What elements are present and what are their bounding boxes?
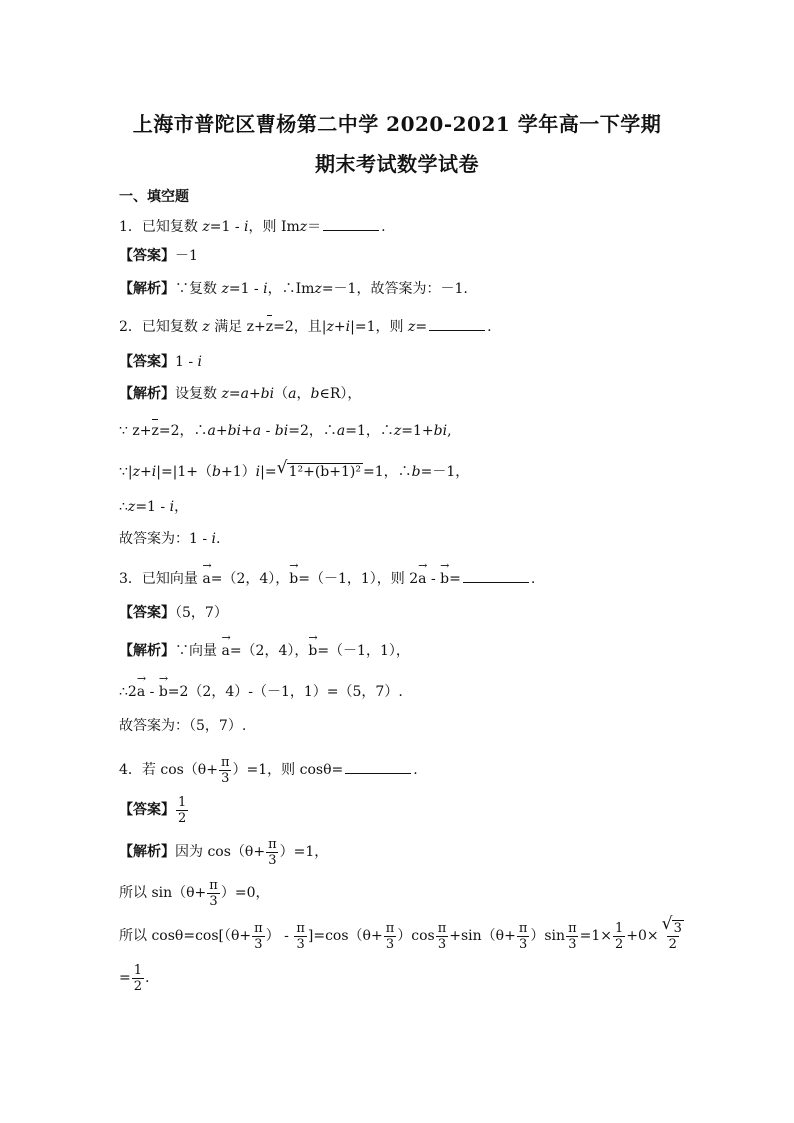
answer-blank — [463, 568, 529, 583]
analysis-3-line-3: 故答案为：（5，7）. — [119, 718, 247, 734]
answer-3: 【答案】（5，7） — [119, 605, 228, 621]
section-heading: 一、填空题 — [119, 189, 189, 205]
sqrt-expression: √ 1²+(b+1)² — [277, 462, 363, 482]
analysis-2-line-2: ∵ z+z=2，∴a+bi+a - bi=2，∴a=1，∴z=1+bi, — [119, 423, 452, 439]
analysis-2-line-5: 故答案为：1 - i. — [119, 531, 221, 547]
question-3: 3．已知向量 → a=（2，4），→ b=（－1，1），则 2→ a - → b= . — [119, 568, 535, 589]
analysis-4-line-2: 所以 sin（θ+ $\frac{\pi}{3}$ ）=0， — [119, 877, 270, 909]
answer-4: 【答案】 $\frac{1}{2}$ — [119, 794, 187, 826]
answer-1: 【答案】－1 — [119, 248, 198, 264]
analysis-3-line-1: 【解析】∵向量 → a=（2，4），→ b=（－1，1）， — [119, 641, 410, 661]
question-1: 1．已知复数 z=1 - i，则 Imz＝ . — [119, 216, 386, 237]
question-4: 4．若 cos（θ+ $\frac{\pi}{3}$ ）=1，则 cosθ= . — [119, 754, 418, 786]
answer-blank — [429, 316, 485, 331]
answer-blank — [323, 216, 379, 231]
fraction-pi-over-3: $\frac{\pi}{3}$ — [220, 754, 230, 786]
fraction-one-half: $\frac{1}{2}$ — [178, 794, 187, 826]
answer-blank — [345, 759, 411, 774]
analysis-2-line-3: ∵|z+i|=|1+（b+1）i|=√ 1²+(b+1)² =1，∴b=－1， — [119, 462, 469, 482]
analysis-2-line-4: ∴z=1 - i， — [119, 499, 189, 515]
analysis-2-line-1: 【解析】设复数 z=a+bi（a，b∈R）， — [119, 386, 362, 402]
analysis-4-line-4: = $\frac{1}{2}$ . — [119, 962, 150, 994]
analysis-3-line-2: ∴2→ a - → b=2（2，4）-（－1，1）=（5，7）. — [119, 682, 403, 702]
title-line-2: 期末考试数学试卷 — [315, 152, 479, 176]
question-2: 2．已知复数 z 满足 z+z=2，且|z+i|=1，则 z= . — [119, 316, 492, 337]
answer-2: 【答案】1 - i — [119, 354, 203, 370]
analysis-4-line-3: 所以 cosθ=cos[（θ+ $\frac{\pi}{3}$ ） - $\frac{\pi}{3}$ ]=cos（θ+ $\frac{\pi}{3}$ ）cos $\frac{\pi}{3}$ +sin（θ+ $\frac{\pi}{3}$ ）sin $\frac{\pi}{3}$ =1× $\frac{1}{2}$ +0× √ $\frac{3}{2}$ — [119, 916, 687, 956]
analysis-4-line-1: 【解析】因为 cos（θ+ $\frac{\pi}{3}$ ）=1， — [119, 836, 329, 868]
analysis-1: 【解析】∵复数 z=1 - i，∴Imz=－1，故答案为：－1. — [119, 281, 468, 297]
title-line-1: 上海市普陀区曹杨第二中学 2020-2021 学年高一下学期 — [132, 112, 662, 136]
